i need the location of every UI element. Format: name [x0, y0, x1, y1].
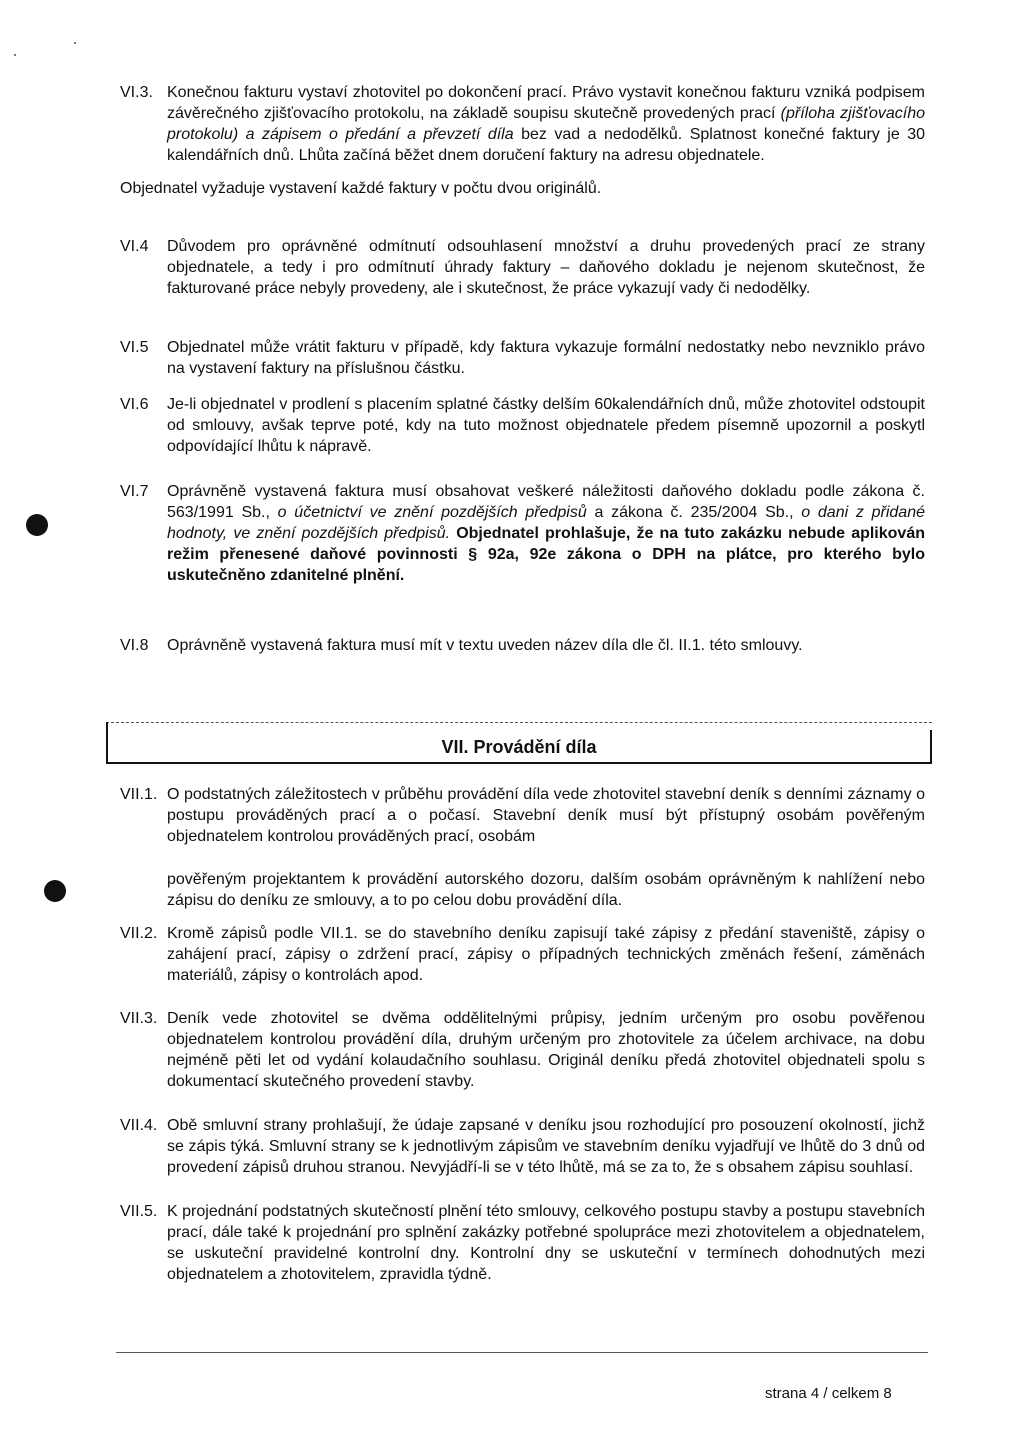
section-paragraph	[167, 82, 925, 166]
section-number: VI.7	[120, 483, 149, 500]
section-paragraph: O podstatných záležitostech v průběhu provádění díla vede zhotovitel stavební deník s denními záznamy o postupu prováděných prací a o počasí. Stavební deník musí být přístupný osobám pověřeným objednatelem kontrolou prováděných prací, osobám	[167, 786, 925, 845]
section-paragraph	[167, 481, 925, 586]
section-number: VII.4.	[120, 1117, 158, 1134]
section-number: VI.4	[120, 238, 149, 255]
vi-3-text-run-1: (příloha zjišťovacího protokolu) a zápisem o předání a převzetí díla	[167, 105, 925, 143]
page-number: strana 4 / celkem 8	[765, 1385, 892, 1402]
section-paragraph: Objednatel vyžaduje vystavení každé faktury v počtu dvou originálů.	[120, 180, 602, 197]
section-number: VI.3.	[120, 84, 153, 101]
section-vii-3	[120, 1008, 925, 1092]
section-number: VI.6	[120, 396, 149, 413]
scan-speck	[14, 54, 16, 56]
section-paragraph: K projednání podstatných skutečností plnění této smlouvy, celkového postupu stavby a postupu stavebních prací, dále také k projednání pro splnění zakázky potřebné spolupráce mezi zhotovitelem a objednatelem, se uskuteční pravidelné kontrolní dny. Kontrolní dny se uskuteční v termínech dohodnutých mezi objednatelem a zhotovitelem, zpravidla týdně.	[167, 1203, 925, 1283]
section-vi-7	[120, 481, 925, 586]
section-paragraph: Důvodem pro oprávněné odmítnutí odsouhlasení množství a druhu provedených prací ze strany objednatele, a tedy i pro odmítnutí úhrady faktury – daňového dokladu je nejenom skutečnost, že fakturované práce nebyly provedeny, ale i skutečnost, že práce vykazují vady či nedodělky.	[167, 238, 925, 297]
section-vii-4	[120, 1115, 925, 1178]
section-paragraph: Je-li objednatel v prodlení s placením splatné částky delším 60kalendářních dnů, může zhotovitel odstoupit od smlouvy, avšak teprve poté, kdy na tuto možnost objednatele předem písemně upozornil a poskytl odpovídající lhůtu k nápravě.	[167, 396, 925, 455]
footer-rule	[116, 1352, 928, 1353]
section-paragraph: Kromě zápisů podle VII.1. se do stavebního deníku zapisují také zápisy z předání staveniště, zápisy o zahájení prací, zápisy o zdržení prací, zápisy o případných technických změnách řešení, záměnách materiálů, zápisy o kontrolách apod.	[167, 925, 925, 984]
scan-speck	[74, 42, 76, 44]
section-vi-4	[120, 236, 925, 299]
section-number: VI.8	[120, 637, 149, 654]
section-vi-6	[120, 394, 925, 457]
section-paragraph: Objednatel může vrátit fakturu v případě, kdy faktura vykazuje formální nedostatky nebo nevzniklo právo na vystavení faktury na příslušnou částku.	[167, 339, 925, 377]
punch-hole-upper	[26, 514, 48, 536]
chapter-title: VII. Provádění díla	[441, 737, 597, 757]
vi-7-text-run-3: o dani z přidané hodnoty, ve znění pozdějších předpisů.	[167, 504, 926, 542]
section-number: VII.3.	[120, 1010, 158, 1027]
vi-7-text-run-2: a zákona č. 235/2004 Sb.,	[586, 504, 802, 521]
section-vi-3	[120, 82, 925, 199]
vi-7-text-run-1: o účetnictví ve znění pozdějších předpisů	[277, 504, 587, 521]
section-paragraph: Oprávněně vystavená faktura musí mít v textu uveden název díla dle čl. II.1. této smlouvy.	[167, 637, 803, 654]
section-paragraph: Deník vede zhotovitel se dvěma oddělitelnými průpisy, jedním určeným pro osobu pověřenou objednatelem kontrolou provádění díla, druhým určeným pro zhotovitele za účelem archivace, na dobu nejméně pěti let od vydání kolaudačního souhlasu. Originál deníku předá zhotovitel objednateli spolu s dokumentací skutečného provedení stavby.	[167, 1010, 925, 1090]
section-vii-2	[120, 923, 925, 986]
chapter-heading-box	[106, 722, 932, 764]
section-number: VII.1.	[120, 786, 158, 803]
section-vii-1	[120, 784, 925, 911]
section-paragraph: Obě smluvní strany prohlašují, že údaje zapsané v deníku jsou rozhodující pro posouzení okolností, jichž se zápis týká. Smluvní strany se k jednotlivým zápisům ve stavebním deníku vyjadřují ve lhůtě do 3 dnů od provedení zápisů druhou stranou. Nevyjádří-li se v této lhůtě, má se za to, že s obsahem zápisu souhlasí.	[167, 1117, 925, 1176]
punch-hole-lower	[44, 880, 66, 902]
section-vi-5	[120, 337, 925, 379]
section-vi-8	[120, 635, 925, 656]
section-number: VI.5	[120, 339, 149, 356]
vi-3-text-run-2: bez vad a nedodělků. Splatnost konečné faktury je 30 kalendářních dnů. Lhůta začíná běžet dnem doručení faktury na adresu objednatele.	[167, 126, 926, 164]
vi-7-text-run-4: Objednatel prohlašuje, že na tuto zakázku nebude aplikován režim přenesené daňové povinnosti § 92a, 92e zákona o DPH na plátce, pro kterého bylo uskutečněno zdanitelné plnění.	[167, 525, 925, 584]
section-number: VII.2.	[120, 925, 158, 942]
vi-7-text-run-0: Oprávněně vystavená faktura musí obsahovat veškeré náležitosti daňového dokladu podle zákona č. 563/1991 Sb.,	[167, 483, 925, 521]
section-vii-5	[120, 1201, 925, 1285]
section-paragraph: pověřeným projektantem k provádění autorského dozoru, dalším osobám oprávněným k nahlížení nebo zápisu do deníku ze smlouvy, a to po celou dobu provádění díla.	[167, 871, 925, 909]
vi-3-text-run-0: Konečnou fakturu vystaví zhotovitel po dokončení prací. Právo vystavit konečnou fakturu vzniká podpisem závěrečného zjišťovacího protokolu, na základě soupisu skutečně provedených prací	[167, 84, 925, 122]
section-number: VII.5.	[120, 1203, 158, 1220]
